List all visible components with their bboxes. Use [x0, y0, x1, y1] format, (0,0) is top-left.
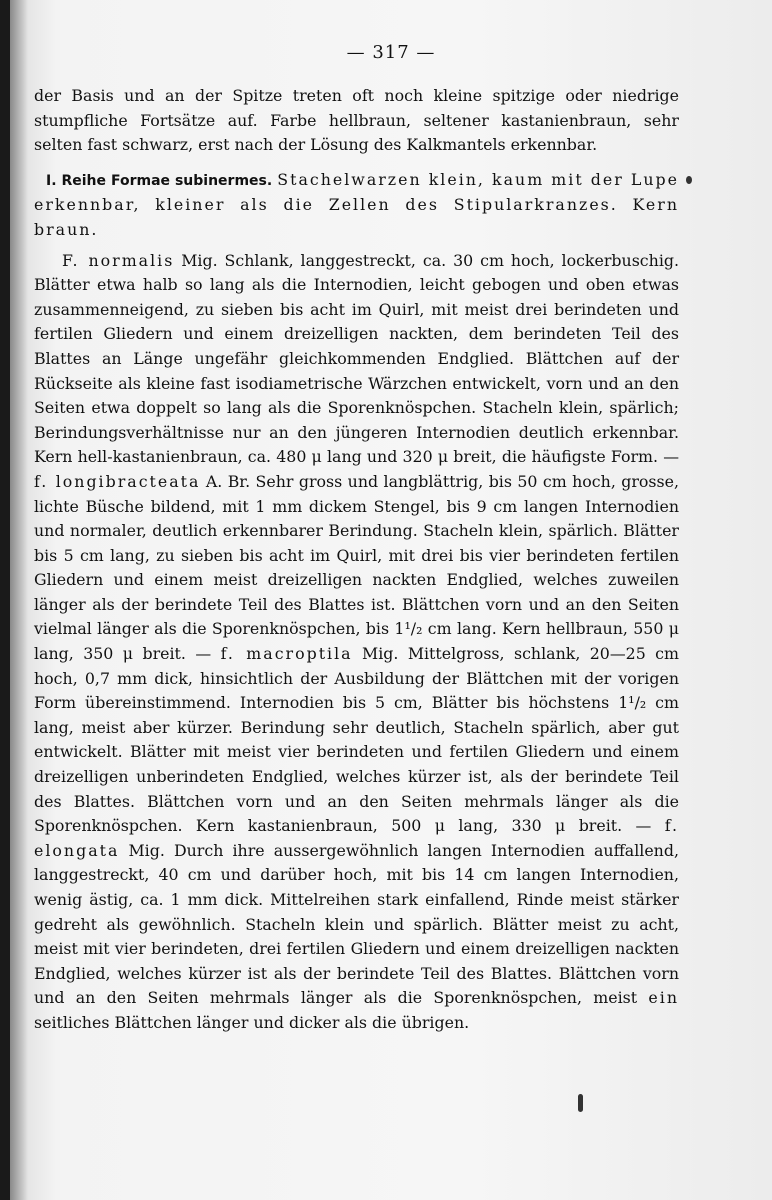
- form-text-macroptila: Mig. Mittelgross, schlank, 20—25 cm hoch, 0,7 mm dick, hinsichtlich der Ausbildung der Blättchen mit der vorigen Form übereinstimmend. Internodien bis 5 cm, Blätter bis höchstens 1¹/₂ cm lang, meist aber kürzer. Berindung sehr deutlich, Stacheln spärlich, aber gut entwickelt. Blätter mit meist vier berindeten und fertilen Gliedern und einem dreizelligen unberindeten Endglied, welches kürzer ist, als der berindete Teil des Blattes. Blättchen vorn und an den Seiten mehrmals länger als die Sporenknöspchen. Kern kastanienbraun, 500 μ lang, 330 μ breit. —: [34, 644, 680, 836]
- book-page: [10, 0, 772, 1200]
- paragraph-forms: [34, 249, 679, 1036]
- body-text: [34, 84, 679, 1036]
- series-heading: I. Reihe Formae subinermes.: [46, 172, 273, 189]
- paragraph-continuation: der Basis und an der Spitze treten oft noch kleine spitzige oder niedrige stumpfliche Fortsätze auf. Farbe hellbraun, seltener kastanienbraun, sehr selten fast schwarz, erst nach der Lösung des Kalkmantels erkennbar.: [34, 86, 679, 155]
- paragraph-series-heading: [34, 168, 679, 243]
- ink-spot-mark-bottom: [578, 1094, 583, 1112]
- form-text-normalis: Mig. Schlank, langgestreckt, ca. 30 cm hoch, lockerbuschig. Blätter etwa halb so lang als die Internodien, leicht gebogen und oben etwas zusammenneigend, zu sieben bis acht im Quirl, mit meist drei berindeten und fertilen Gliedern und einem dreizelligen nackten, dem berindeten Teil des Blattes an Länge ungefähr gleichkommenden Endglied. Blättchen auf der Rückseite als kleine fast isodiametrische Wärzchen entwickelt, vorn und an den Seiten etwa doppelt so lang als die Sporenknöspchen. Stacheln klein, spärlich; Berindungsverhältnisse nur an den jüngeren Internodien deutlich erkennbar. Kern hell-kastanienbraun, ca. 480 μ lang und 320 μ breit, die häufigste Form. —: [34, 250, 680, 467]
- form-name-elongata: f. elongata: [34, 816, 680, 860]
- binding-shadow: [10, 0, 28, 1200]
- form-name-normalis: F. normalis: [62, 250, 175, 270]
- series-description: Stachelwarzen klein, kaum mit der Lupe erkennbar, kleiner als die Zellen des Stipularkranzes. Kern braun.: [34, 169, 679, 239]
- page-number: — 317 —: [346, 42, 436, 63]
- form-text-elongata-end: seitliches Blättchen länger und dicker als die übrigen.: [34, 1012, 470, 1032]
- form-text-longibracteata: A. Br. Sehr gross und langblättrig, bis 50 cm hoch, grosse, lichte Büsche bildend, mit 1 mm dickem Stengel, bis 9 cm langen Internodien und normaler, deutlich erkennbarer Berindung. Stacheln klein, spärlich. Blätter bis 5 cm lang, zu sieben bis acht im Quirl, mit drei bis vier berindeten fertilen Gliedern und einem meist dreizelligen nackten Endglied, welches zuweilen länger als der berindete Teil des Blattes ist. Blättchen vorn und an den Seiten vielmal länger als die Sporenknöspchen, bis 1¹/₂ cm lang. Kern hellbraun, 550 μ lang, 350 μ breit. —: [34, 471, 679, 664]
- form-name-macroptila: f. macroptila: [220, 644, 353, 664]
- form-name-longibracteata: f. longibracteata: [34, 471, 201, 491]
- form-text-elongata: Mig. Durch ihre aussergewöhnlich langen Internodien auffallend, langgestreckt, 40 cm und darüber hoch, mit bis 14 cm langen Internodien, wenig ästig, ca. 1 mm dick. Mittelreihen stark einfallend, Rinde meist stärker gedreht als gewöhnlich. Stacheln klein und spärlich. Blätter meist zu acht, meist mit vier berindeten, drei fertilen Gliedern und einem dreizelligen nackten Endglied, welches kürzer ist als der berindete Teil des Blattes. Blättchen vorn und an den Seiten mehrmals länger als die Sporenknöspchen, meist: [34, 840, 679, 1008]
- ink-spot-mark: [686, 176, 692, 184]
- emphasized-word: ein: [648, 988, 679, 1008]
